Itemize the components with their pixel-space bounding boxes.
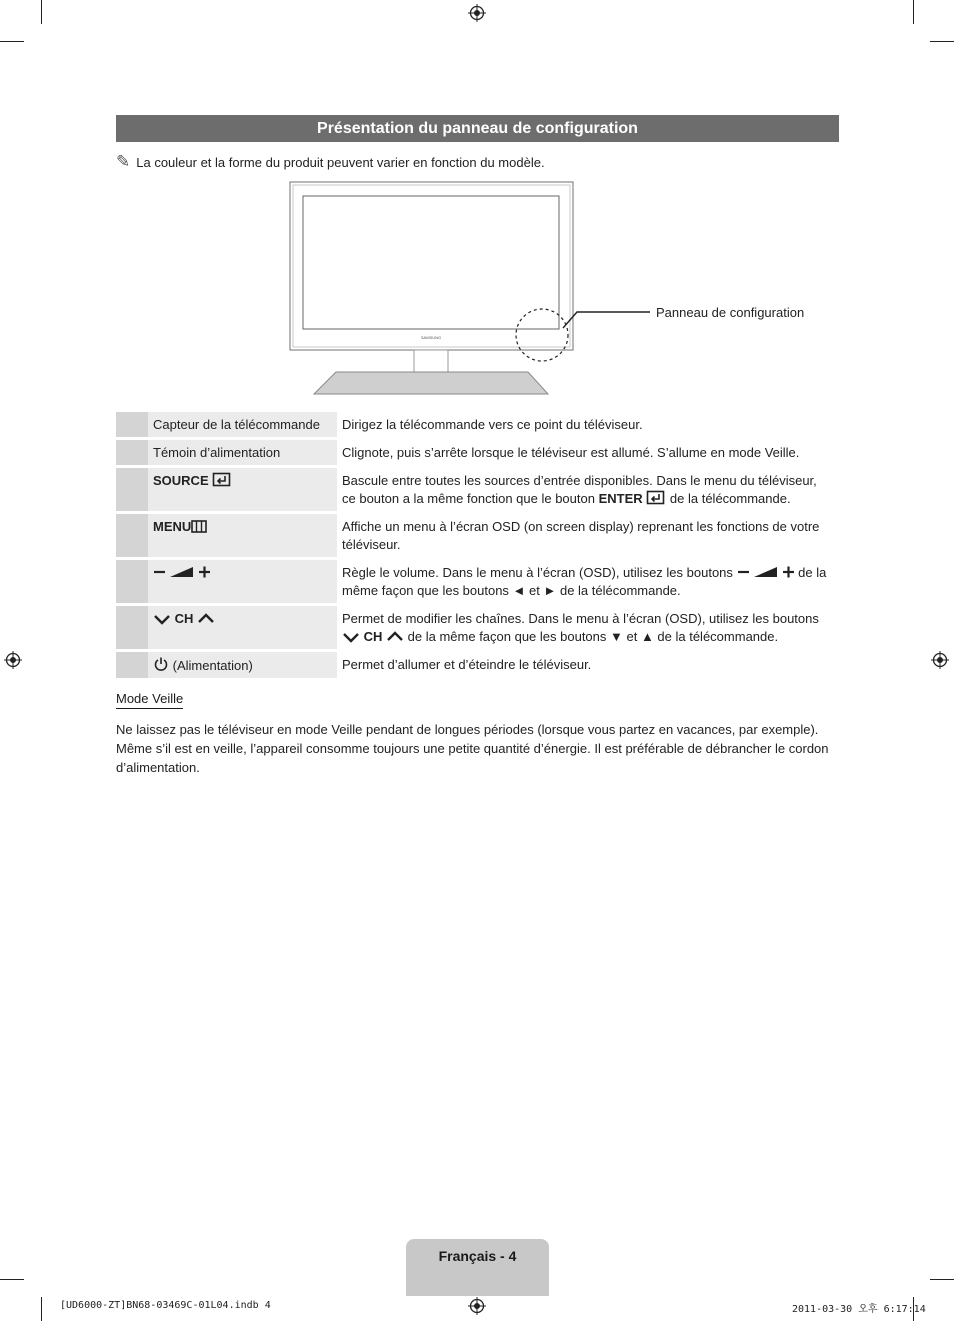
control-name: Témoin d’alimentation bbox=[148, 440, 337, 465]
page-number-tab bbox=[406, 1239, 549, 1296]
crop-mark bbox=[930, 41, 954, 42]
registration-mark-icon bbox=[4, 651, 22, 669]
control-desc: Permet d’allumer et d’éteindre le téléviseur. bbox=[342, 657, 592, 672]
menu-label: MENU bbox=[153, 519, 192, 534]
control-desc: Bascule entre toutes les sources d’entrée disponibles. Dans le menu du téléviseur, ce bouton a la même fonction que le bouton ENTER de la télécommande. bbox=[342, 473, 817, 506]
control-name: (Alimentation) bbox=[148, 652, 337, 678]
page-label: Français - 4 bbox=[438, 1248, 517, 1264]
table-row bbox=[116, 412, 839, 437]
section-title: Présentation du panneau de configuration bbox=[116, 115, 839, 142]
control-desc: Dirigez la télécommande vers ce point du téléviseur. bbox=[342, 417, 643, 432]
standby-heading: Mode Veille bbox=[116, 691, 183, 709]
tv-screen bbox=[303, 196, 559, 329]
crop-mark bbox=[41, 0, 42, 24]
menu-icon bbox=[191, 520, 207, 533]
table-row bbox=[116, 468, 839, 511]
tv-brand-logo: SAMSUNG bbox=[420, 335, 442, 340]
control-name: Capteur de la télécommande bbox=[148, 412, 337, 437]
callout-label: Panneau de configuration bbox=[656, 305, 805, 320]
enter-icon bbox=[646, 490, 666, 505]
crop-mark bbox=[913, 0, 914, 24]
crop-mark bbox=[41, 1297, 42, 1321]
chevron-up-icon bbox=[386, 631, 404, 643]
crop-mark bbox=[0, 1279, 24, 1280]
controls-table bbox=[116, 409, 839, 681]
control-name bbox=[148, 606, 337, 649]
control-desc: Règle le volume. Dans le menu à l’écran (OSD), utilisez les boutons de la même façon que les boutons ◄ et ► de la télécommande. bbox=[342, 565, 827, 598]
tv-diagram bbox=[280, 176, 820, 400]
registration-mark-icon bbox=[468, 1297, 486, 1315]
tv-stand-base bbox=[314, 372, 548, 394]
file-slug: [UD6000-ZT]BN68-03469C-01L04.indb 4 bbox=[60, 1300, 271, 1311]
print-timestamp: 2011-03-30 오후 6:17:14 bbox=[792, 1304, 926, 1315]
table-row bbox=[116, 560, 839, 603]
control-desc: Clignote, puis s’arrête lorsque le téléviseur est allumé. S’allume en mode Veille. bbox=[342, 445, 800, 460]
registration-mark-icon bbox=[931, 651, 949, 669]
callout-line bbox=[563, 312, 650, 328]
note bbox=[116, 152, 545, 172]
source-label: SOURCE bbox=[153, 473, 209, 488]
registration-mark-icon bbox=[468, 4, 486, 22]
crop-mark bbox=[0, 41, 24, 42]
note-text: La couleur et la forme du produit peuvent varier en fonction du modèle. bbox=[136, 154, 545, 170]
pencil-icon: ✎ bbox=[116, 152, 131, 171]
standby-text: Ne laissez pas le téléviseur en mode Veille pendant de longues périodes (lorsque vous partez en vacances, par exemple). Même s’il est en veille, l’appareil consomme toujours une petite quantité d’énergie. Il est préférable de débrancher le cordon d’alimentation. bbox=[116, 722, 829, 775]
control-desc: Affiche un menu à l’écran OSD (on screen display) reprenant les fonctions de votre téléviseur. bbox=[342, 519, 820, 552]
crop-mark bbox=[930, 1279, 954, 1280]
control-name bbox=[148, 468, 337, 511]
control-desc: Permet de modifier les chaînes. Dans le menu à l’écran (OSD), utilisez les boutons CH de la même façon que les boutons ▼ et ▲ de la télécommande. bbox=[342, 611, 819, 644]
table-row bbox=[116, 440, 839, 465]
table-row bbox=[116, 652, 839, 678]
power-icon bbox=[153, 656, 169, 672]
tv-stand-neck bbox=[414, 350, 448, 372]
chevron-down-icon bbox=[153, 613, 171, 625]
chevron-up-icon bbox=[197, 613, 215, 625]
volume-control-icon bbox=[737, 565, 795, 579]
channel-label: CH bbox=[174, 611, 194, 626]
table-row bbox=[116, 606, 839, 649]
control-name bbox=[148, 560, 337, 603]
table-row bbox=[116, 514, 839, 557]
volume-control-icon bbox=[153, 565, 211, 579]
control-name bbox=[148, 514, 337, 557]
chevron-down-icon bbox=[342, 631, 360, 643]
source-enter-icon bbox=[212, 472, 232, 487]
